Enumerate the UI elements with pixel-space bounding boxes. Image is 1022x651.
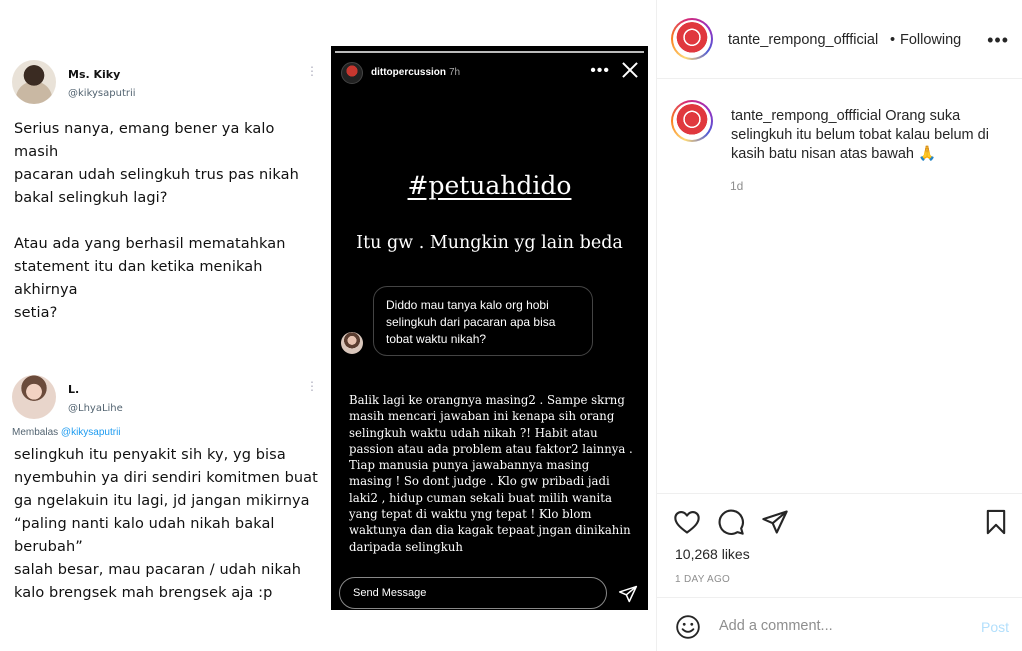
post-panel: [656, 0, 1022, 651]
more-vertical-icon: ⋮: [306, 64, 318, 78]
more-horizontal-icon: •••: [590, 62, 610, 79]
caption-timestamp[interactable]: 1d: [730, 179, 744, 193]
tweet-card: [0, 365, 330, 635]
story-question-sticker: Diddo mau tanya kalo org hobi selingkuh dari pacaran apa bisa tobat waktu nikah?: [373, 286, 593, 356]
avatar: [341, 62, 363, 84]
comment-bar: [657, 597, 1022, 651]
avatar[interactable]: [671, 100, 713, 142]
action-bar: [657, 493, 1022, 597]
story-headline: Itu gw . Mungkin yg lain beda: [356, 233, 623, 253]
avatar: [341, 332, 363, 354]
more-options-icon[interactable]: •••: [987, 30, 1009, 50]
separator-dot: •: [890, 32, 896, 48]
story-username: dittopercussion: [371, 67, 447, 78]
comment-input[interactable]: [719, 612, 959, 640]
tweet-text: selingkuh itu penyakit sih ky, yg bisa nyembuhin ya diri sendiri komitmen buat ga ngelakuin itu lagi, jd jangan mikirnya “paling nanti kalo udah nikah bakal berubah” salah besar, mau pacaran / udah nikah kalo brengsek mah brengsek aja :p: [14, 447, 318, 601]
story-hashtag: #petuahdido: [407, 171, 572, 200]
story-answer-text: Balik lagi ke orangnya masing2 . Sampe skrng masih mencari jawaban ini kenapa sih orang selingkuh waktu udah nikah ?! Habit atau passion atau ada problem atau faktor2 lainnya . Tiap manusia punya jawabannya masing masing ! So dont judge . Klo gw pribadi jadi laki2 , hidup cuman sekali buat milih wanita yang tepat di waktu yng tepat ! Klo blom waktunya dan dia kagak tepaat jngan dinikahin daripada selingkuh: [349, 393, 633, 554]
tweet-text: Serius nanya, emang bener ya kalo masih pacaran udah selingkuh trus pas nikah bakal selingkuh lagi? Atau ada yang berhasil mematahkan statement itu dan ketika menikah akhirnya setia?: [14, 121, 299, 321]
tweet-header: [0, 50, 330, 106]
likes-count[interactable]: 10,268 likes: [675, 546, 750, 562]
avatar: [12, 375, 56, 419]
post-header: [657, 0, 1022, 79]
avatar: [12, 60, 56, 104]
tweet-author-name: L.: [68, 383, 80, 396]
tweet-reply-to: [0, 421, 330, 442]
bookmark-icon[interactable]: [982, 508, 1010, 536]
tweet-card: [0, 50, 330, 345]
tweet-author-handle: @kikysaputrii: [68, 88, 136, 99]
caption-text: [731, 107, 1006, 164]
send-icon: [618, 584, 638, 604]
tweet-author-name: Ms. Kiky: [68, 68, 121, 81]
close-icon: [620, 60, 640, 80]
avatar[interactable]: [671, 18, 713, 60]
story-progress-fill: [335, 51, 644, 53]
heart-icon[interactable]: [673, 508, 701, 536]
story-card: [331, 46, 648, 610]
emoji-icon[interactable]: [675, 614, 701, 640]
share-icon[interactable]: [761, 508, 789, 536]
tweet-header: [0, 365, 330, 421]
caption-body: Orang suka selingkuh itu belum tobat kalau belum di kasih batu nisan atas bawah 🙏: [731, 108, 989, 162]
post-comment-button[interactable]: Post: [980, 619, 1009, 635]
story-time: 7h: [449, 67, 461, 78]
comment-icon[interactable]: [717, 508, 745, 536]
reply-mention: @kikysaputrii: [60, 427, 121, 438]
tweet-author-handle: @LhyaLihe: [68, 403, 123, 414]
post-age: 1 DAY AGO: [675, 574, 731, 585]
story-progress-bar: [335, 51, 644, 53]
more-vertical-icon: ⋮: [306, 379, 318, 393]
reply-prefix: Membalas: [12, 427, 59, 438]
post-author-username[interactable]: tante_rempong_offficial: [728, 32, 879, 48]
following-button[interactable]: Following: [900, 32, 962, 48]
story-send-message-field: Send Message: [339, 577, 607, 609]
caption-username[interactable]: tante_rempong_offficial: [731, 108, 882, 124]
